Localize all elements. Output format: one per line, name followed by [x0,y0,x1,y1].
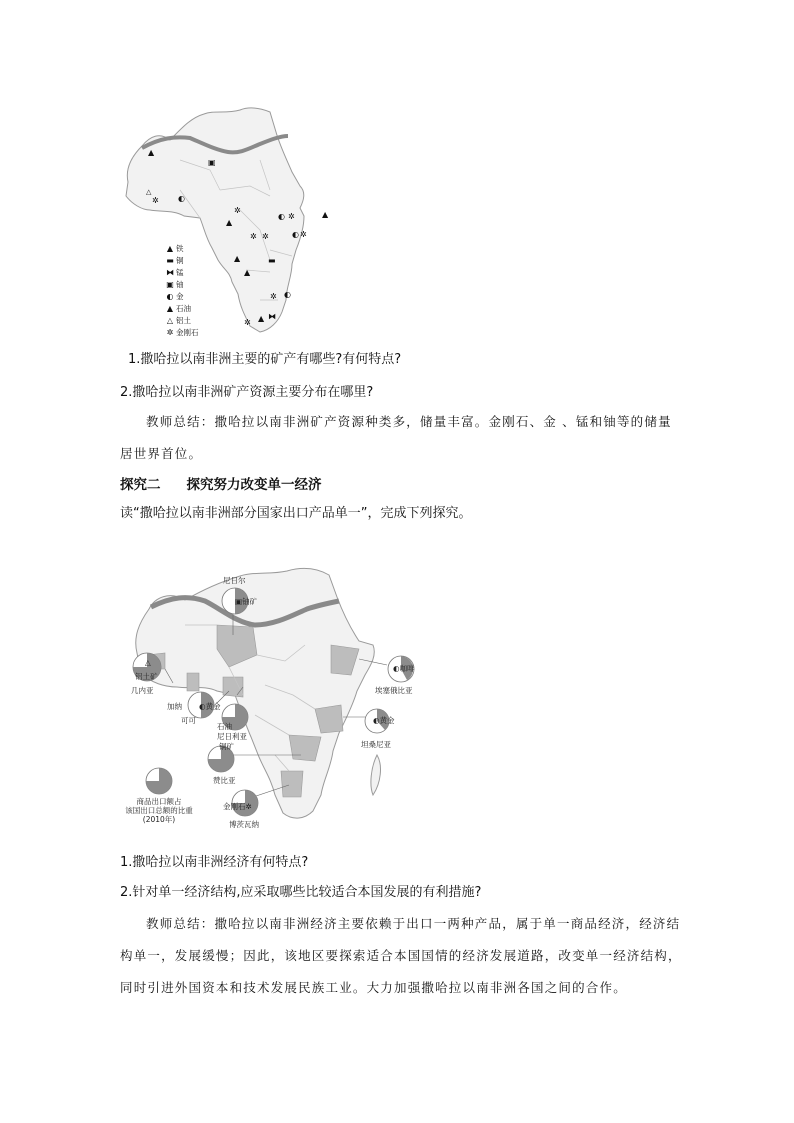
half-circle-icon: ◐ [166,292,174,301]
oil-derrick-icon: ▲ [166,304,174,313]
label-diamond [223,801,252,812]
diamond-marker: ✲ [300,230,307,239]
legend-caption [125,797,193,824]
legend-label: 金 [176,292,184,301]
legend-label: 锰 [176,268,184,277]
triangle-icon: ▲ [166,244,174,253]
legend-label: 金刚石 [176,328,199,337]
legend-item [164,255,224,267]
bowtie-icon: ⧓ [166,268,174,277]
legend-item [164,267,224,279]
export-map [125,545,415,835]
label-niger: 尼日尔 [223,576,246,585]
iron-marker: ▲ [244,268,251,277]
summary-line: 同时引进外国资本和技术发展民族工业。大力加强撒哈拉以南非洲各国之间的合作。 [120,980,627,995]
legend-label: 石油 [176,304,191,313]
bauxite-marker: △ [146,188,152,196]
question-3: 1.撒哈拉以南非洲经济有何特点? [120,855,309,870]
product-label: 黄金 [379,716,395,725]
label-gold-ghana [199,701,221,712]
outline-triangle-icon: △ [166,316,174,325]
label-ghana: 加纳 [167,702,182,711]
legend-label: 铜 [176,256,184,265]
half-circle-icon: ◐ [393,664,400,673]
diamond-marker: ✲ [262,232,269,241]
label-guinea: 几内亚 [131,686,154,695]
label-bauxite-text: 铝土矿 [135,672,158,681]
copper-marker: ▬ [268,256,276,265]
product-label: 黄金 [205,702,221,711]
legend-item [164,327,224,339]
legend-label: 铀 [176,280,184,289]
teacher-summary-2 [120,908,690,1004]
legend-item [164,243,224,255]
legend-label: 铁 [176,244,184,253]
summary-line: 教师总结：撒哈拉以南非洲经济主要依赖于出口一两种产品，属于单一商品经济，经济结 [146,916,681,931]
product-label: 金刚石 [223,802,246,811]
africa-outline-export [125,545,415,835]
legend-label: 铝土 [176,316,191,325]
manganese-marker: ⧓ [268,312,276,321]
legend-caption-line: (2010年) [142,815,176,824]
legend-item [164,303,224,315]
label-oil: 石油 [217,722,232,731]
section-heading [120,473,322,493]
legend-caption-line: 商品出口额占 [136,797,182,806]
label-zambia: 赞比亚 [213,776,236,785]
label-ethiopia: 埃塞俄比亚 [375,686,413,695]
diamond-marker: ✲ [244,318,251,327]
intro-text: 读“撒哈拉以南非洲部分国家出口产品单一”，完成下列探究。 [120,506,472,521]
iron-marker: ▲ [258,314,265,323]
gold-marker: ◐ [278,212,285,221]
square-dot-icon: ▣ [235,597,243,606]
gold-marker: ◐ [284,290,291,299]
gold-marker: ◐ [292,230,299,239]
label-gold-tanzania [373,715,395,726]
label-cocoa: 可可 [181,716,196,725]
pie-legend [146,768,172,794]
diamond-marker: ✲ [288,212,295,221]
bar-icon: ▬ [166,256,174,265]
square-dot-icon: ▣ [166,280,174,289]
label-tanzania: 坦桑尼亚 [361,740,391,749]
diamond-marker: ✲ [250,232,257,241]
label-botswana: 博茨瓦纳 [229,820,259,829]
heading-title: 探究努力改变单一经济 [186,477,322,493]
iron-marker: ▲ [148,148,155,157]
half-circle-icon: ◐ [199,702,206,711]
question-1: 1.撒哈拉以南非洲主要的矿产有哪些?有何特点? [128,352,402,367]
diamond-marker: ✲ [234,206,241,215]
summary-line: 居世界首位。 [120,446,203,461]
uranium-marker: ▣ [208,158,216,167]
legend-item [164,291,224,303]
legend-item [164,279,224,291]
product-label: 咖啡 [399,664,415,673]
star-icon: ✲ [245,802,252,811]
summary-line: 教师总结：撒哈拉以南非洲矿产资源种类多，储量丰富。金刚石、金 、锰和铀等的储量 [146,414,672,429]
label-uranium [235,596,257,607]
label-nigeria: 尼日利亚 [217,732,247,741]
heading-number: 探究二 [120,477,161,493]
legend-item [164,315,224,327]
diamond-marker: ✲ [270,292,277,301]
oil-marker: ▲ [226,218,233,227]
legend-caption-line: 该国出口总额的比重 [125,806,193,815]
gold-marker: ◐ [178,194,185,203]
summary-line: 构单一，发展缓慢；因此，该地区要探索适合本国国情的经济发展道路，改变单一经济结构， [120,948,682,963]
label-coffee [393,663,415,674]
diamond-marker: ✲ [152,196,159,205]
mineral-legend [164,243,224,339]
iron-marker: ▲ [234,254,241,263]
iron-marker: ▲ [322,210,329,219]
outline-triangle-icon: △ [145,658,151,667]
teacher-summary-1 [120,406,680,470]
question-2: 2.撒哈拉以南非洲矿产资源主要分布在哪里? [120,385,374,400]
product-label: 铀矿 [242,597,258,606]
label-copper: 铜矿 [219,742,234,751]
question-4: 2.针对单一经济结构,应采取哪些比较适合本国发展的有利措施? [120,885,482,900]
half-circle-icon: ◐ [373,716,380,725]
star-icon: ✲ [166,328,174,337]
